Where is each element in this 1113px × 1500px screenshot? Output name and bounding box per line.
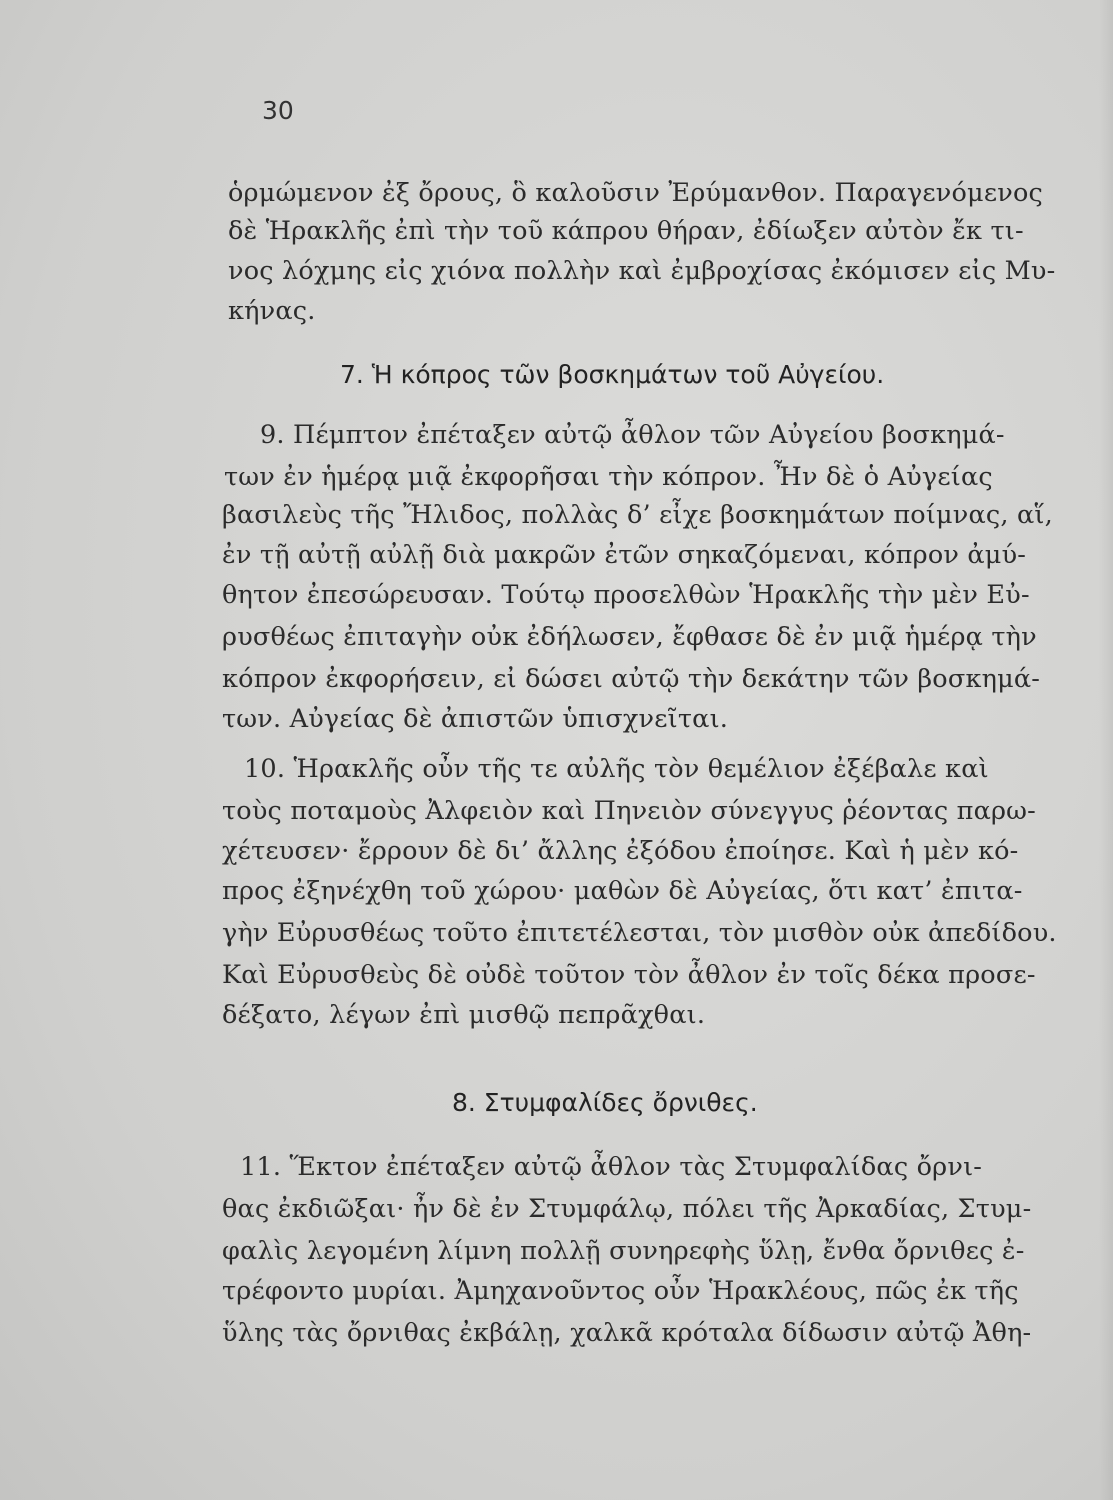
page-number: 30 [262, 96, 294, 125]
text-line: Καὶ Εὐρυσθεὺς δὲ οὐδὲ τοῦτον τὸν ἆθλον ἐν τοῖς δέκα προσε- [222, 960, 1036, 990]
text-line: φαλὶς λεγομένη λίμνη πολλῇ συνηρεφὴς ὕλῃ, ἔνθα ὄρνιθες ἐ- [222, 1236, 1025, 1266]
text-line: των ἐν ἡμέρᾳ μιᾷ ἐκφορῆσαι τὴν κόπρον. Ἦν δὲ ὁ Αὐγείας [224, 462, 993, 492]
text-line: βασιλεὺς τῆς Ἤλιδος, πολλὰς δ’ εἶχε βοσκημάτων ποίμνας, αἵ, [222, 500, 1053, 530]
text-line: τρέφοντο μυρίαι. Ἀμηχανοῦντος οὖν Ἡρακλέους, πῶς ἐκ τῆς [222, 1276, 1019, 1306]
text-line: κόπρον ἐκφορήσειν, εἰ δώσει αὐτῷ τὴν δεκάτην τῶν βοσκημά- [222, 664, 1041, 694]
text-line: δέξατο, λέγων ἐπὶ μισθῷ πεπρᾶχθαι. [222, 1000, 706, 1030]
text-line: ὕλης τὰς ὄρνιθας ἐκβάλῃ, χαλκᾶ κρόταλα δίδωσιν αὐτῷ Ἀθη- [222, 1318, 1032, 1348]
text-line: τοὺς ποταμοὺς Ἀλφειὸν καὶ Πηνειὸν σύνεγγυς ῥέοντας παρω- [222, 796, 1036, 826]
text-line: 9. Πέμπτον ἐπέταξεν αὐτῷ ἆθλον τῶν Αὐγείου βοσκημά- [260, 420, 1005, 450]
text-line: ρυσθέως ἐπιταγὴν οὐκ ἐδήλωσεν, ἔφθασε δὲ ἐν μιᾷ ἡμέρᾳ τὴν [222, 622, 1037, 652]
text-line: ὁρμώμενον ἐξ ὄρους, ὃ καλοῦσιν Ἐρύμανθον. Παραγενόμενος [228, 178, 1043, 208]
text-line: 10. Ἡρακλῆς οὖν τῆς τε αὐλῆς τὸν θεμέλιον ἐξέβαλε καὶ [244, 754, 989, 784]
text-line: θας ἐκδιῶξαι· ἦν δὲ ἐν Στυμφάλῳ, πόλει τῆς Ἀρκαδίας, Στυμ- [222, 1194, 1032, 1224]
text-line: των. Αὐγείας δὲ ἀπιστῶν ὑπισχνεῖται. [222, 704, 729, 734]
text-line: δὲ Ἡρακλῆς ἐπὶ τὴν τοῦ κάπρου θήραν, ἐδίωξεν αὐτὸν ἔκ τι- [228, 216, 1024, 246]
text-line: γὴν Εὐρυσθέως τοῦτο ἐπιτετέλεσται, τὸν μισθὸν οὐκ ἀπεδίδου. [222, 918, 1057, 948]
section-heading-8: 8. Στυμφαλίδες ὄρνιθες. [452, 1088, 758, 1117]
section-heading-7: 7. Ἡ κόπρος τῶν βοσκημάτων τοῦ Αὐγείου. [340, 360, 885, 389]
text-line: θητον ἐπεσώρευσαν. Τούτῳ προσελθὼν Ἡρακλῆς τὴν μὲν Εὐ- [222, 580, 1030, 610]
text-line: ἐν τῇ αὐτῇ αὐλῇ διὰ μακρῶν ἐτῶν σηκαζόμεναι, κόπρον ἀμύ- [222, 540, 1027, 570]
text-line: νος λόχμης εἰς χιόνα πολλὴν καὶ ἐμβροχίσας ἐκόμισεν εἰς Μυ- [228, 256, 1056, 286]
page-edge-shadow [1099, 0, 1113, 1500]
text-line: χέτευσεν· ἔρρουν δὲ δι’ ἄλλης ἐξόδου ἐποίησε. Καὶ ἡ μὲν κό- [222, 836, 1019, 866]
text-line: 11. Ἕκτον ἐπέταξεν αὐτῷ ἆθλον τὰς Στυμφαλίδας ὄρνι- [240, 1152, 983, 1182]
text-line: κήνας. [228, 296, 316, 326]
text-line: προς ἐξηνέχθη τοῦ χώρου· μαθὼν δὲ Αὐγείας, ὅτι κατ’ ἐπιτα- [222, 876, 1023, 906]
